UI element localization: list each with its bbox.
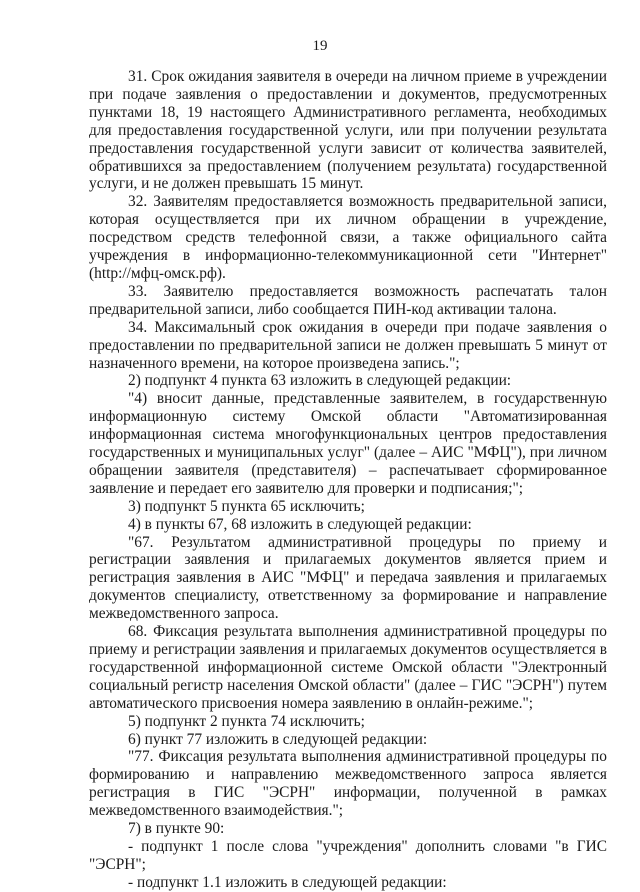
subitem-4-text: "4) вносит данные, представленные заявителем, в государственную информационную систему Омской области "Автоматизированная информационная система многофункциональных центров предоставления государственных и муниципальных услуг" (далее – АИС "МФЦ"), при личном обращении заявителя (представителя) – распечатывает сформированное заявление и передает его заявителю для проверки и подписания;"; [89,390,607,497]
amendment-7: 7) в пункте 90: [128,820,225,838]
amendment-5: 5) подпункт 2 пункта 74 исключить; [128,712,365,730]
paragraph-34: 34. Максимальный срок ожидания в очереди при подаче заявления о предоставлении по предварительной записи не должен превышать 5 минут от назначенного времени, на которое произведена запись."; [89,318,607,372]
amendment-4: 4) в пункты 67, 68 изложить в следующей редакции: [128,515,472,533]
amendment-2: 2) подпункт 4 пункта 63 изложить в следующей редакции: [128,372,512,390]
subitem-1-change: - подпункт 1 после слова "учреждения" дополнить словами "в ГИС "ЭСРН"; [89,837,607,873]
amendment-6: 6) пункт 77 изложить в следующей редакции: [128,730,428,748]
paragraph-77: "77. Фиксация результата выполнения административной процедуры по формированию и направлению межведомственного запроса является регистрация в ГИС "ЭСРН" информации, полученной в рамках межведомственного взаимодействия."; [89,748,607,820]
paragraph-33: 33. Заявителю предоставляется возможность распечатать талон предварительной записи, либо сообщается ПИН-код активации талона. [89,282,607,318]
subitem-1-1-change: - подпункт 1.1 изложить в следующей редакции: [128,873,447,891]
page-number: 19 [312,38,328,54]
amendment-3: 3) подпункт 5 пункта 65 исключить; [128,497,365,515]
paragraph-32: 32. Заявителям предоставляется возможность предварительной записи, которая осуществляется при их личном обращении в учреждение, посредством средств телефонной связи, а также официального сайта учреждения в информационно-телекоммуникационной сети "Интернет" (http://мфц-омск.рф). [89,193,607,282]
paragraph-68: 68. Фиксация результата выполнения административной процедуры по приему и регистрации заявления и прилагаемых документов осуществляется в государственной информационной системе Омской области "Электронный социальный регистр населения Омской области" (далее – ГИС "ЭСРН") путем автоматического присвоения номера заявлению в онлайн-режиме."; [89,623,607,712]
paragraph-67: "67. Результатом административной процедуры по приему и регистрации заявления и прилагаемых документов является прием и регистрация заявления в АИС "МФЦ" и передача заявления и прилагаемых документов специалисту, ответственному за формирование и направление межведомственного запроса. [89,533,607,623]
paragraph-31: 31. Срок ожидания заявителя в очереди на личном приеме в учреждении при подаче заявления о предоставлении и документов, предусмотренных пунктами 18, 19 настоящего Административного регламента, необходимых для предоставления государственной услуги, или при получении результата предоставления государственной услуги зависит от количества заявителей, обратившихся за предоставлением (получением результата) государственной услуги, и не должен превышать 15 минут. [89,68,607,193]
document-body [89,68,607,892]
